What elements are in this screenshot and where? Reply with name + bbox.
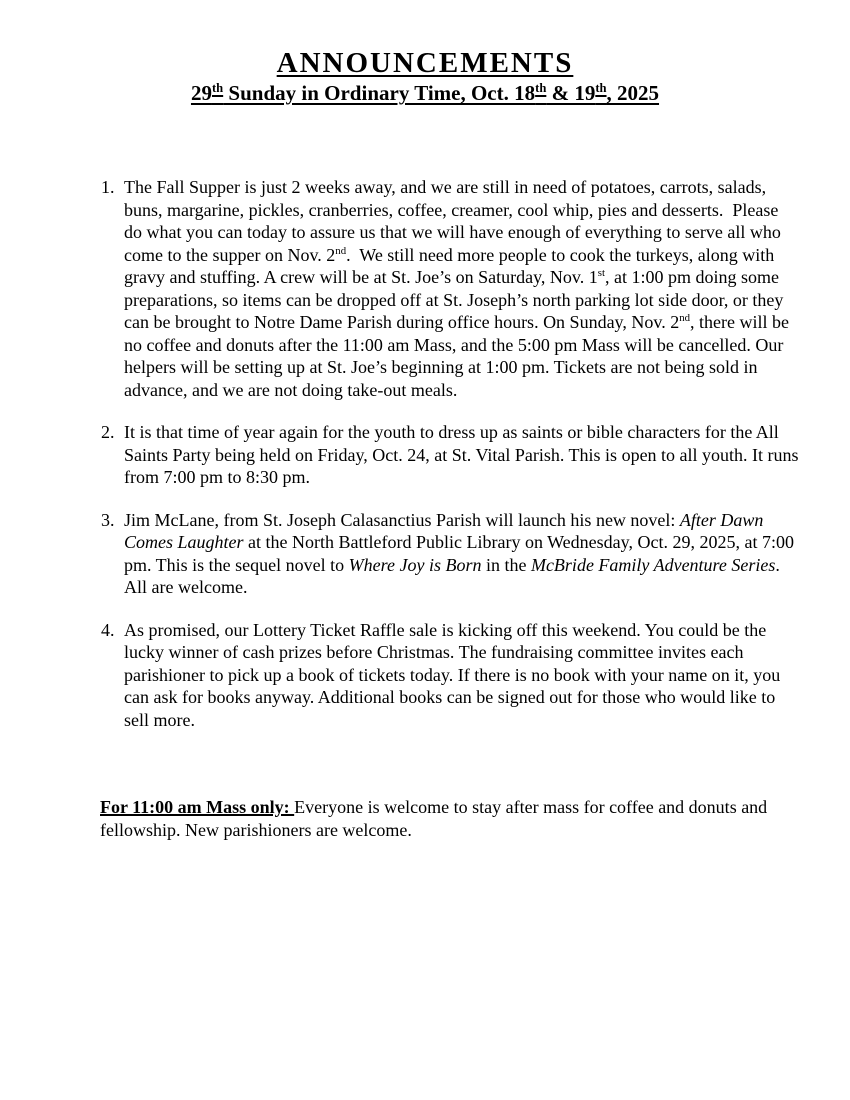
mass-note	[100, 796, 800, 841]
mass-note-lead: For 11:00 am Mass only:	[100, 797, 295, 817]
page-title: ANNOUNCEMENTS	[276, 47, 574, 79]
text-run: . All are welcome.	[124, 554, 784, 597]
book-series-run: McBride Family Adventure Series	[530, 554, 776, 575]
text-run: As promised, our Lottery Ticket Raffle sale is kicking off this weekend. You could be the lucky winner of cash prizes before Christmas. The fundraising committee invites each parishioner to pick up a book of tickets today. If there is no book with your name on it, you can ask for books anyway. Additional books can be signed out for those who would like to sell more.	[124, 619, 785, 730]
announcement-item-2	[100, 421, 804, 489]
announcement-item-3	[100, 509, 800, 599]
mass-note-text: Everyone is welcome to stay after mass for coffee and donuts and fellowship. New parishioners are welcome.	[100, 797, 772, 840]
subtitle-superscript: th	[535, 81, 547, 95]
page-subtitle	[0, 80, 850, 106]
item-number: 1.	[101, 177, 115, 197]
text-run: It is that time of year again for the youth to dress up as saints or bible characters for the All Saints Party being held on Friday, Oct. 24, at St. Vital Parish. This is open to all youth. It runs from 7:00 pm to 8:30 pm.	[124, 422, 804, 487]
item-number: 4.	[101, 619, 115, 640]
item-number: 3.	[101, 509, 115, 530]
text-run: , at 1:00 pm doing some preparations, so items can be dropped off at St. Joseph’s north parking lot side door, or they can be brought to Notre Dame Parish during office hours. On Sunday, Nov. 2	[124, 267, 788, 332]
superscript-run: nd	[679, 312, 691, 324]
text-run: in the	[481, 554, 531, 575]
superscript-run: nd	[335, 244, 347, 257]
subtitle-run: Sunday in Ordinary Time, Oct. 18	[223, 81, 536, 105]
announcement-item-1	[100, 176, 800, 401]
announcements-list	[100, 176, 804, 731]
page-header	[0, 0, 850, 106]
text-run: . We still need more people to cook the turkeys, along with gravy and stuffing. A crew will be at St. Joe’s on Saturday, Nov. 1	[124, 244, 779, 287]
subtitle-superscript: th	[211, 81, 224, 95]
text-run: Jim McLane, from St. Joseph Calasanctius Parish will launch his new novel:	[124, 509, 680, 530]
subtitle-run: , 2025	[606, 81, 660, 105]
text-run: at the North Battleford Public Library on Wednesday, Oct. 29, 2025, at 7:00 pm. This is the sequel novel to	[124, 532, 799, 575]
subtitle-run: & 19	[546, 81, 596, 105]
text-run: The Fall Supper is just 2 weeks away, and we are still in need of potatoes, carrots, salads, buns, margarine, pickles, cranberries, coffee, creamer, cool whip, pies and desserts. Please do what you can today to assure us that we will have enough of everything to serve all who come to the supper on Nov. 2	[124, 177, 786, 265]
superscript-run: st	[597, 267, 605, 279]
subtitle-run: 29	[190, 81, 212, 105]
announcement-item-4	[100, 619, 800, 732]
book-title-run: Where Joy is Born	[348, 554, 482, 575]
item-number: 2.	[101, 422, 115, 442]
text-run: , there will be no coffee and donuts after the 11:00 am Mass, and the 5:00 pm Mass will be cancelled. Our helpers will be setting up at St. Joe’s beginning at 1:00 pm. Tickets are not being sold in advance, and we are not doing take-out meals.	[124, 312, 794, 400]
book-title-run: After Dawn Comes Laughter	[124, 509, 768, 552]
subtitle-superscript: th	[595, 81, 607, 95]
